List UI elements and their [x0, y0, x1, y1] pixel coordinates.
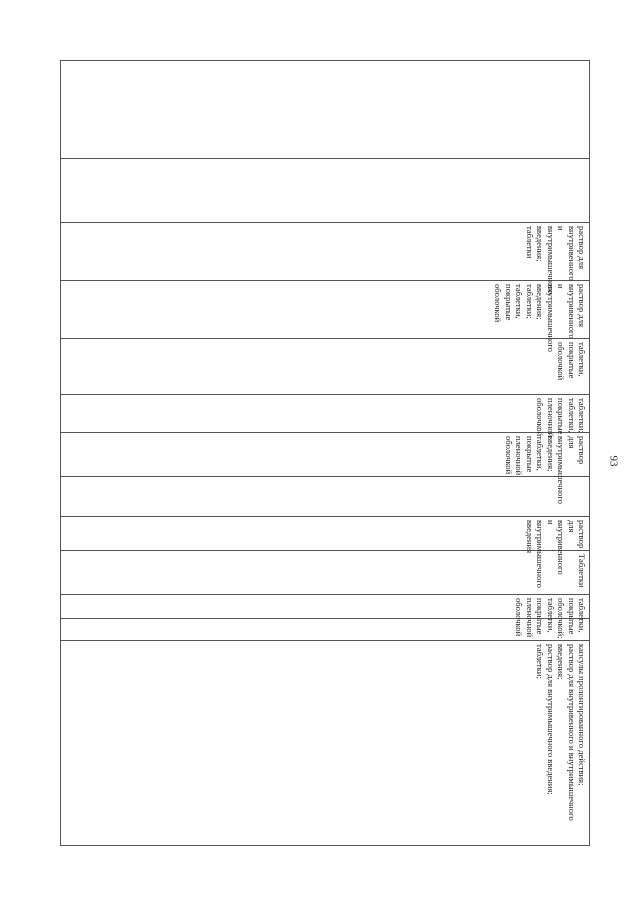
- form-line: таблетки, покрытые пленочной оболочкой: [514, 598, 556, 638]
- form-line: раствор для внутривенного и внутримышечного введения;: [556, 644, 577, 821]
- form-line: таблетки;: [577, 398, 587, 433]
- form-line: таблетки, покрытые оболочкой: [493, 284, 525, 323]
- form-line: раствор для внутримышечного введения;: [545, 436, 587, 504]
- form-line: таблетки, покрытые оболочкой: [556, 342, 587, 381]
- form-line: Таблетки: [577, 554, 587, 588]
- form-line: раствор для внутримышечного введения;: [545, 644, 556, 795]
- form-line: таблетки;: [524, 284, 535, 319]
- form-line: таблетки, покрытые пленочной оболочкой: [535, 398, 577, 438]
- form-line: таблетки;: [535, 644, 546, 679]
- form-line: раствор для внутривенного и внутримышечного введения;: [535, 226, 587, 294]
- form-line: раствор для внутривенного и внутримышечного введения;: [535, 284, 587, 352]
- form-line: таблетки: [524, 226, 535, 259]
- form-line: капсулы пролонгированного действия;: [577, 644, 587, 786]
- form-line: таблетки, покрытые пленочной оболочкой: [503, 436, 546, 476]
- form-line: раствор для внутривенного и внутримышечного введения: [524, 520, 587, 588]
- table-strips: [58, 60, 590, 845]
- page-number: 93: [607, 455, 620, 467]
- form-line: таблетки, покрытые оболочкой;: [556, 598, 587, 639]
